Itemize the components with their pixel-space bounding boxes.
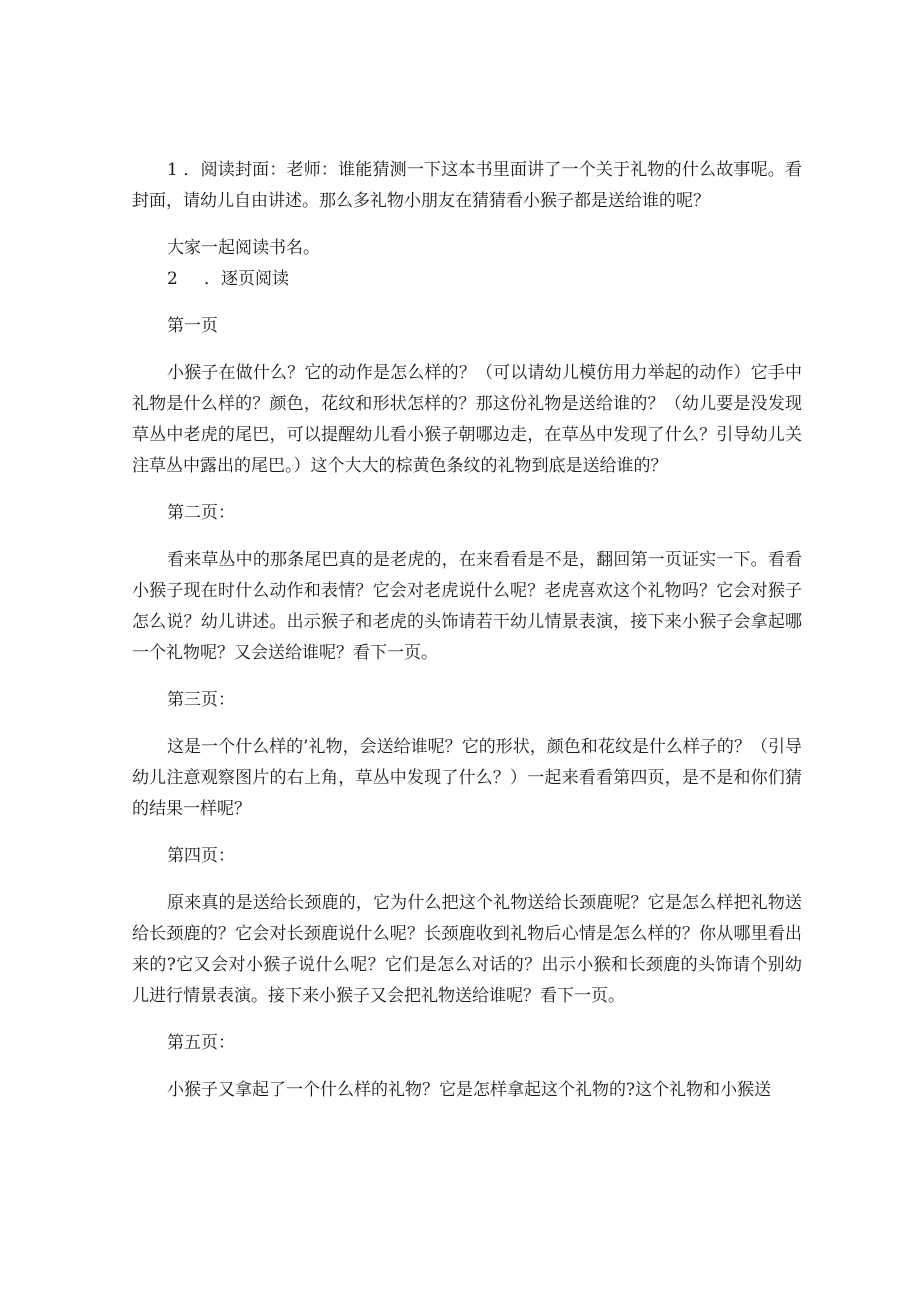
list-item-text: ．逐页阅读 <box>204 269 289 289</box>
list-item-number: 2 <box>167 269 178 289</box>
heading-page-four: 第四页： <box>167 846 235 866</box>
heading-page-one: 第一页 <box>167 316 218 336</box>
paragraph-page-one: 小猴子在做什么？它的动作是怎么样的？（可以请幼儿模仿用力举起的动作）它手中礼物是什么样的？颜色，花纹和形状怎样的？那这份礼物是送给谁的？（幼儿要是没发现草丛中老虎的尾巴，可以提醒幼儿看小猴子朝哪边走，在草丛中发现了什么？引导幼儿关注草丛中露出的尾巴。）这个大大的棕黄色条纹的礼物到底是送给谁的？ <box>132 363 802 476</box>
paragraph-page-two: 看来草丛中的那条尾巴真的是老虎的，在来看看是不是，翻回第一页证实一下。看看小猴子现在时什么动作和表情？它会对老虎说什么呢？老虎喜欢这个礼物吗？它会对猴子怎么说？幼儿讲述。出示猴子和老虎的头饰请若干幼儿情景表演，接下来小猴子会拿起哪一个礼物呢？又会送给谁呢？看下一页。 <box>132 550 802 663</box>
heading-page-two: 第二页： <box>167 503 235 523</box>
document-body <box>132 155 802 1106</box>
paragraph-read-cover: 1 ．阅读封面：老师：谁能猜测一下这本书里面讲了一个关于礼物的什么故事呢。看封面，请幼儿自由讲述。那么多礼物小朋友在猜猜看小猴子都是送给谁的呢？ <box>132 160 802 211</box>
heading-page-five: 第五页： <box>167 1033 235 1053</box>
paragraph-read-title: 大家一起阅读书名。 <box>167 238 320 258</box>
paragraph-page-five: 小猴子又拿起了一个什么样的礼物？它是怎样拿起这个礼物的?这个礼物和小猴送 <box>167 1080 772 1100</box>
paragraph-page-three: 这是一个什么样的’礼物，会送给谁呢？它的形状，颜色和花纹是什么样子的？（引导幼儿注意观察图片的右上角，草丛中发现了什么？）一起来看看第四页，是不是和你们猜的结果一样呢？ <box>132 737 802 819</box>
paragraph-page-four: 原来真的是送给长颈鹿的，它为什么把这个礼物送给长颈鹿呢？它是怎么样把礼物送给长颈鹿的？它会对长颈鹿说什么呢？长颈鹿收到礼物后心情是怎么样的？你从哪里看出来的?它又会对小猴子说什么呢？它们是怎么对话的？出示小猴和长颈鹿的头饰请个别幼儿进行情景表演。接下来小猴子又会把礼物送给谁呢？看下一页。 <box>132 893 802 1006</box>
list-item-page-by-page <box>132 264 802 295</box>
heading-page-three: 第三页： <box>167 690 235 710</box>
